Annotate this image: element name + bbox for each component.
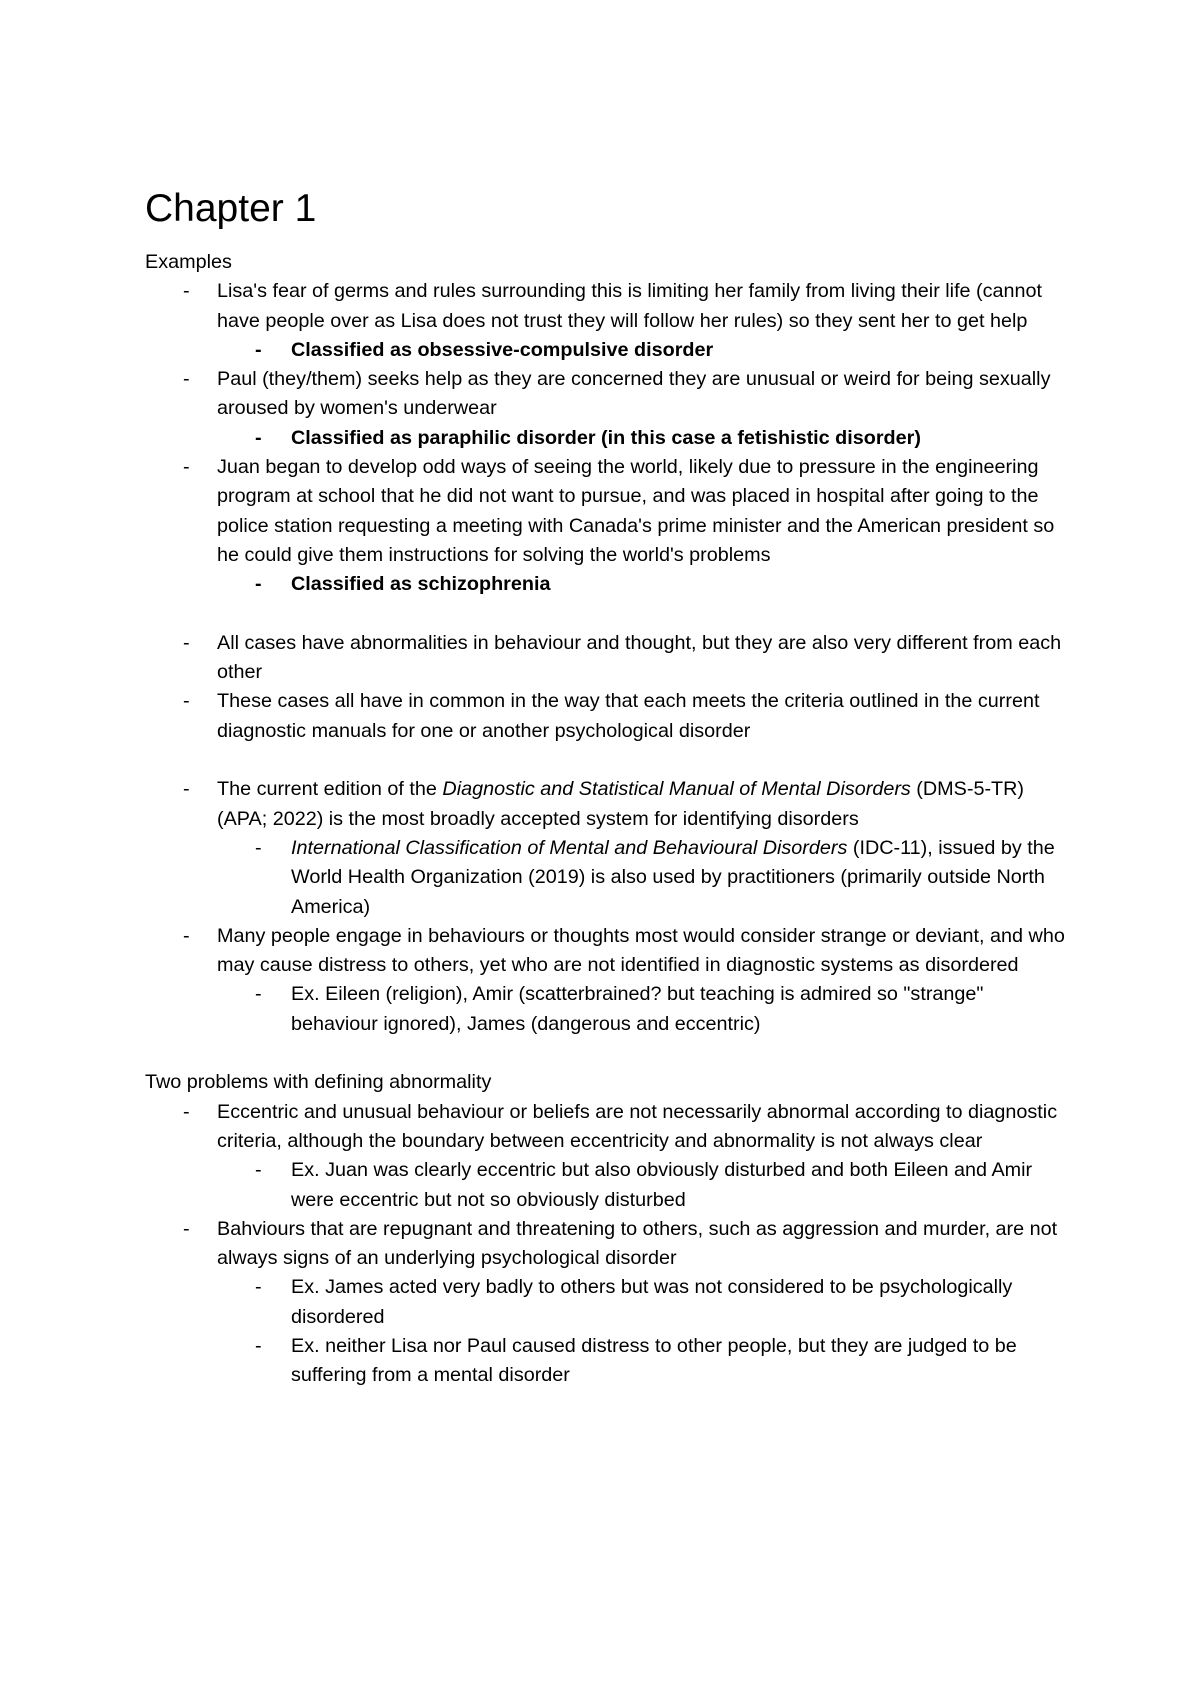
bullet-dash: - [183, 368, 190, 391]
list-item-paul [145, 365, 1075, 424]
list-item-repugnant-example-1 [145, 1273, 1075, 1332]
list-item-repugnant [145, 1215, 1075, 1274]
bullet-dash: - [255, 1276, 262, 1299]
dsm-title: Diagnostic and Statistical Manual of Mental Disorders [442, 778, 911, 801]
paul-classification: Classified as paraphilic disorder (in this case a fetishistic disorder) [291, 426, 921, 449]
bullet-dash: - [255, 338, 262, 361]
repugnant-example-2-text: Ex. neither Lisa nor Paul caused distress to other people, but they are judged to be suffering from a mental disorder [291, 1334, 1017, 1387]
bullet-dash: - [183, 924, 190, 947]
list-item-many-people-example [145, 980, 1075, 1039]
bullet-dash: - [255, 1159, 262, 1182]
dsm-suffix: (DMS-5-TR) (APA; 2022) is the most broadly accepted system for identifying disorders [217, 778, 1024, 830]
icd-suffix: (IDC-11), issued by the World Health Organization (2019) is also used by practitioners (primarily outside North America) [291, 836, 1055, 918]
repugnant-example-1-text: Ex. James acted very badly to others but was not considered to be psychologically disordered [291, 1276, 1013, 1328]
paul-text: Paul (they/them) seeks help as they are concerned they are unusual or weird for being sexually aroused by women's underwear [217, 368, 1051, 420]
bullet-dash: - [255, 1334, 262, 1357]
list-item-lisa-classification [145, 336, 1075, 365]
bullet-dash: - [183, 1100, 190, 1123]
bullet-dash: - [183, 690, 190, 713]
bullet-dash: - [255, 426, 262, 449]
common-text: These cases all have in common in the way that each meets the criteria outlined in the current diagnostic manuals for one or another psychological disorder [217, 690, 1040, 742]
problems-heading: Two problems with defining abnormality [145, 1071, 492, 1094]
list-item-juan [145, 453, 1075, 570]
many-people-example-text: Ex. Eileen (religion), Amir (scatterbrained? but teaching is admired so "strange" behaviour ignored), James (dangerous and eccentric) [291, 983, 984, 1035]
lisa-text: Lisa's fear of germs and rules surrounding this is limiting her family from living their life (cannot have people over as Lisa does not trust they will follow her rules) so they sent her to get help [217, 280, 1043, 332]
document-body [145, 248, 1075, 1391]
many-people-text: Many people engage in behaviours or thoughts most would consider strange or deviant, and who may cause distress to others, yet who are not identified in diagnostic systems as disordered [217, 924, 1065, 977]
juan-classification: Classified as schizophrenia [291, 573, 551, 596]
examples-heading: Examples [145, 251, 232, 273]
eccentric-example-text: Ex. Juan was clearly eccentric but also obviously disturbed and both Eileen and Amir were eccentric but not so obviously disturbed [291, 1159, 1033, 1211]
eccentric-text: Eccentric and unusual behaviour or beliefs are not necessarily abnormal according to diagnostic criteria, although the boundary between eccentricity and abnormality is not always clear [217, 1100, 1058, 1152]
bullet-dash: - [255, 573, 262, 596]
list-item-eccentric-example [145, 1156, 1075, 1215]
repugnant-text: Bahviours that are repugnant and threatening to others, such as aggression and murder, are not always signs of an underlying psychological disorder [217, 1217, 1058, 1270]
dsm-prefix: The current edition of the [217, 778, 443, 801]
list-item-juan-classification [145, 570, 1075, 599]
bullet-dash: - [183, 778, 190, 801]
blank-line [145, 1039, 1075, 1068]
all-cases-text: All cases have abnormalities in behaviour and thought, but they are also very different from each other [217, 631, 1062, 684]
icd-title: International Classification of Mental and Behavioural Disorders [291, 836, 848, 859]
bullet-dash: - [183, 456, 190, 479]
list-item-common [145, 687, 1075, 746]
list-item-paul-classification [145, 424, 1075, 453]
list-item-icd [145, 834, 1075, 922]
bullet-dash: - [183, 631, 190, 654]
juan-text: Juan began to develop odd ways of seeing the world, likely due to pressure in the engineering program at school that he did not want to pursue, and was placed in hospital after going to the police station requesting a meeting with Canada's prime minister and the American president so he could give them instructions for solving the world's problems [217, 456, 1055, 566]
list-item-repugnant-example-2 [145, 1332, 1075, 1391]
lisa-classification: Classified as obsessive-compulsive disorder [291, 338, 714, 361]
list-item-many-people [145, 922, 1075, 981]
page-title: Chapter 1 [145, 187, 317, 230]
list-item-all-cases [145, 629, 1075, 688]
bullet-dash: - [255, 836, 262, 859]
list-item-eccentric [145, 1098, 1075, 1157]
list-item-dsm [145, 775, 1075, 834]
bullet-dash: - [183, 280, 190, 303]
bullet-dash: - [255, 983, 262, 1006]
blank-line [145, 600, 1075, 629]
blank-line [145, 746, 1075, 775]
list-item-lisa [145, 277, 1075, 336]
bullet-dash: - [183, 1217, 190, 1240]
